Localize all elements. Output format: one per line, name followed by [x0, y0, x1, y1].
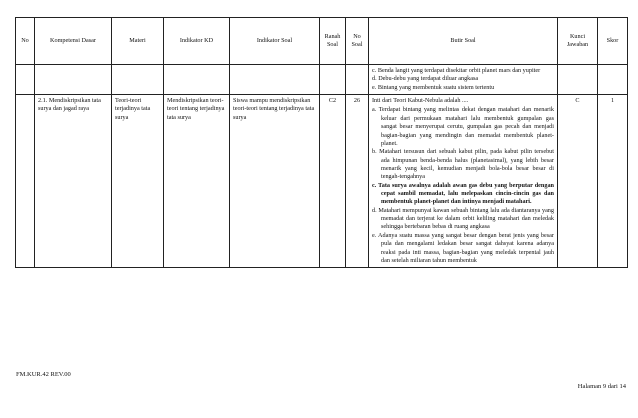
option-d: d. Matahari mempunyai kawan sebuah bintang lalu ada diantaranya yang memadat dan terjerat ke dalam orbit keliling matahari dan meledak sehingga bertebaran bebas di ruang angkasa [372, 206, 554, 231]
option-b: b. Matahari tersusun dari sebuah kabut pilin, pada kabut pilin tersebut ada himpunan benda-benda halus (planetasimal), yang lebih besar menarik yang kecil, kemudian menjadi bola-bola besar besar di tengah-tengahnya [372, 148, 554, 181]
form-code: FM.KUR.42 REV.00 [16, 371, 71, 378]
indikator-kd-cell: Mendiskripsikan teori-teori tentang terjadinya tata surya [164, 95, 230, 268]
question-row [16, 95, 628, 268]
question-text: Inti dari Teori Kabut-Nebula adalah .... [372, 97, 469, 105]
header-ranah: Ranah Soal [320, 18, 346, 65]
header-no: No [16, 18, 35, 65]
skor-cell: 1 [598, 95, 628, 268]
option-e: e. Adanya suatu massa yang sangat besar dengan berat jenis yang besar pula dan mengalami ledakan besar sangat dahsyat karena adanya reaksi pada inti massa, bagian-bagian yang meledak terpental jauh dan setelah miliaran tahun membentuk [372, 231, 554, 264]
continuation-row [16, 65, 628, 95]
option-text: c. Benda langit yang terdapat disekitar orbit planet mars dan yupiter [372, 67, 541, 74]
materi-cell: Teori-teori terjadinya tata surya [112, 95, 164, 268]
kompetensi-cell: 2.1. Mendiskripsikan tata surya dan jagad raya [35, 95, 112, 268]
option-a: a. Terdapat bintang yang melintas dekat dengan matahari dan menarik keluar dari permukaan matahari lalu membentuk gumpalan gas sangat besar menyerupai cerutu, gumpalan gas pecah dan menjadi bagian-bagian yang mendingin dan memadat membentuk planet-planet. [372, 106, 554, 147]
header-row [16, 18, 628, 65]
no-soal-cell: 26 [346, 95, 369, 268]
ranah-cell: C2 [320, 95, 346, 268]
kunci-cell: C [558, 95, 598, 268]
header-materi: Materi [112, 18, 164, 65]
option-c-correct: c. Tata surya awalnya adalah awan gas debu yang berputar dengan cepat sambil memadat, lalu melepaskan cincin-cincin gas dan membentuk planet-planet dan intinya menjadi matahari. [372, 181, 554, 206]
previous-question-options [369, 65, 558, 95]
question-grid-table [15, 17, 628, 268]
header-skor: Skor [598, 18, 628, 65]
header-kompetensi: Kompetensi Dasar [35, 18, 112, 65]
header-kunci: Kunci Jawaban [558, 18, 598, 65]
header-no-soal: No Soal [346, 18, 369, 65]
header-indikator-soal: Indikator Soal [230, 18, 320, 65]
indikator-soal-cell: Siswa mampu mendiskripsikan teori-teori tentang terjadinya tata surya [230, 95, 320, 268]
header-indikator-kd: Indikator KD [164, 18, 230, 65]
option-text: d. Debu-debu yang terdapat diluar angkasa [372, 75, 479, 83]
option-text: e. Bintang yang membentuk suatu sistem tertentu [372, 83, 495, 91]
header-butir: Butir Soal [369, 18, 558, 65]
butir-soal-cell [369, 95, 558, 268]
page-number: Halaman 9 dari 14 [577, 383, 626, 390]
